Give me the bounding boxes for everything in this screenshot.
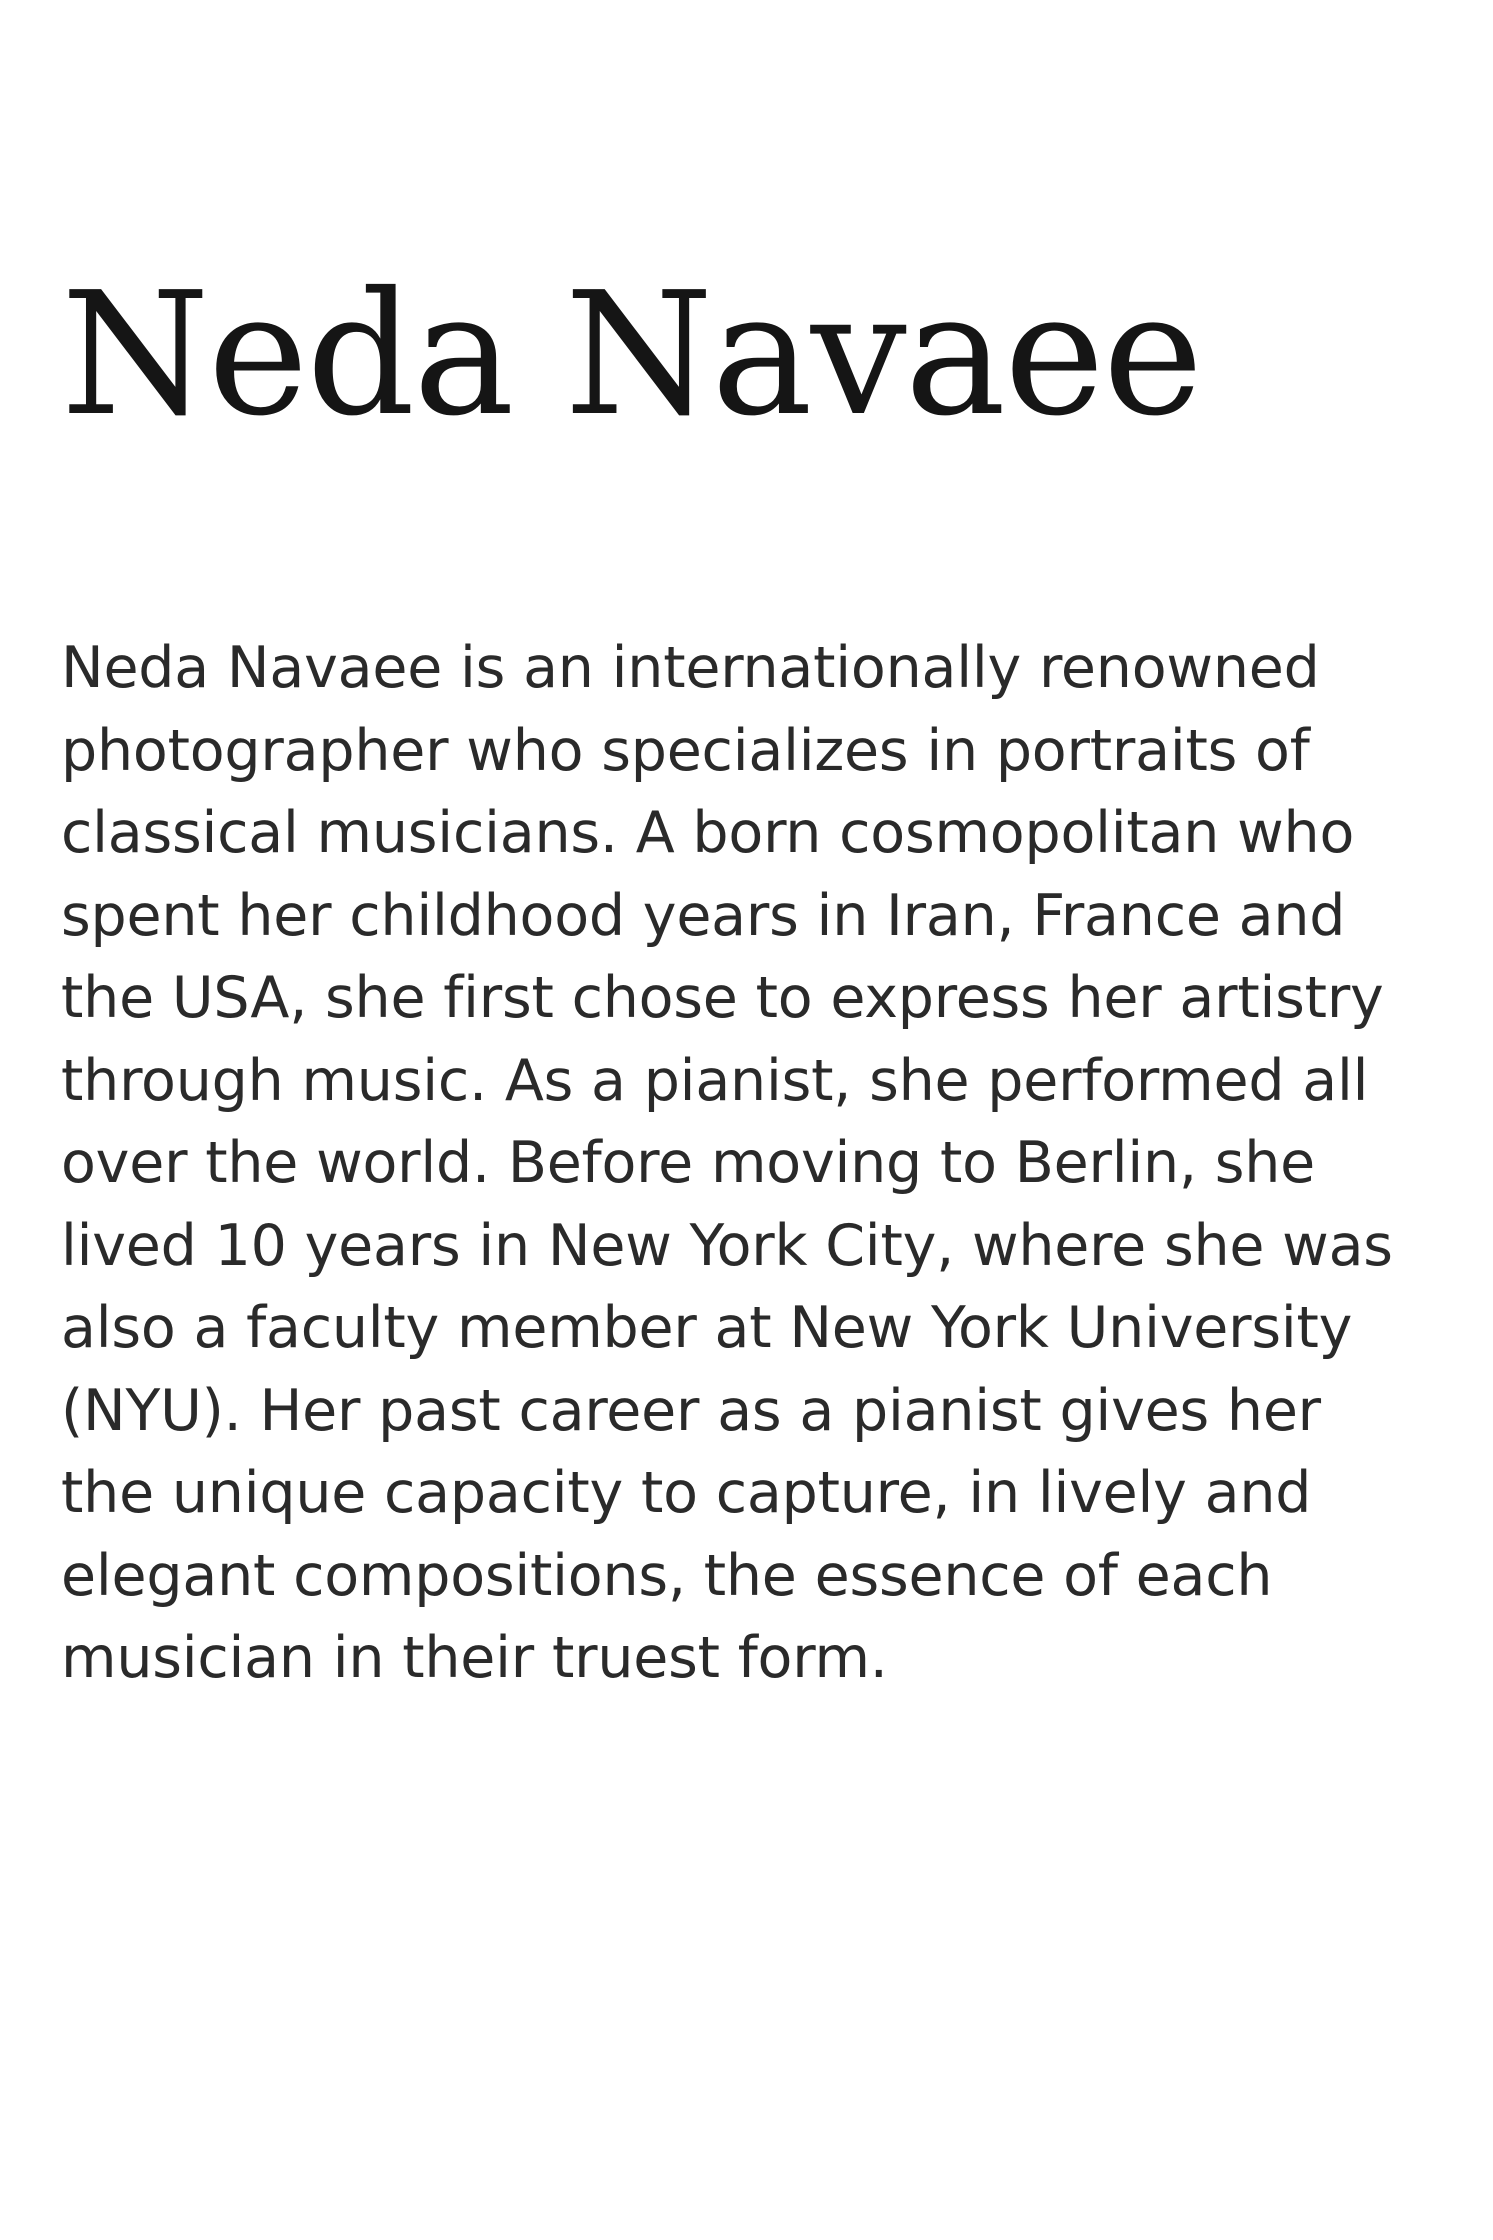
bio-line: musician in their truest form. (61, 1625, 888, 1691)
bio-line: through music. As a pianist, she performed all (61, 1047, 1369, 1114)
bio-line: the unique capacity to capture, in lively and (61, 1460, 1312, 1526)
bio-line: photographer who specializes in portraits of (61, 717, 1310, 784)
bio-line: Neda Navaee is an internationally renowned (61, 635, 1320, 701)
bio-line: lived 10 years in New York City, where she was (61, 1212, 1393, 1279)
bio-paragraph (61, 627, 1456, 1700)
bio-line: (NYU). Her past career as a pianist gives her (61, 1377, 1321, 1444)
page-title: Neda Navaee (61, 256, 1202, 454)
bio-line: spent her childhood years in Iran, France and (61, 882, 1346, 949)
bio-line: the USA, she first chose to express her artistry (61, 965, 1384, 1031)
bio-line: over the world. Before moving to Berlin, she (61, 1130, 1316, 1196)
bio-line: elegant compositions, the essence of each (61, 1542, 1273, 1609)
bio-line: also a faculty member at New York University (61, 1295, 1353, 1361)
bio-line: classical musicians. A born cosmopolitan who (61, 800, 1355, 866)
